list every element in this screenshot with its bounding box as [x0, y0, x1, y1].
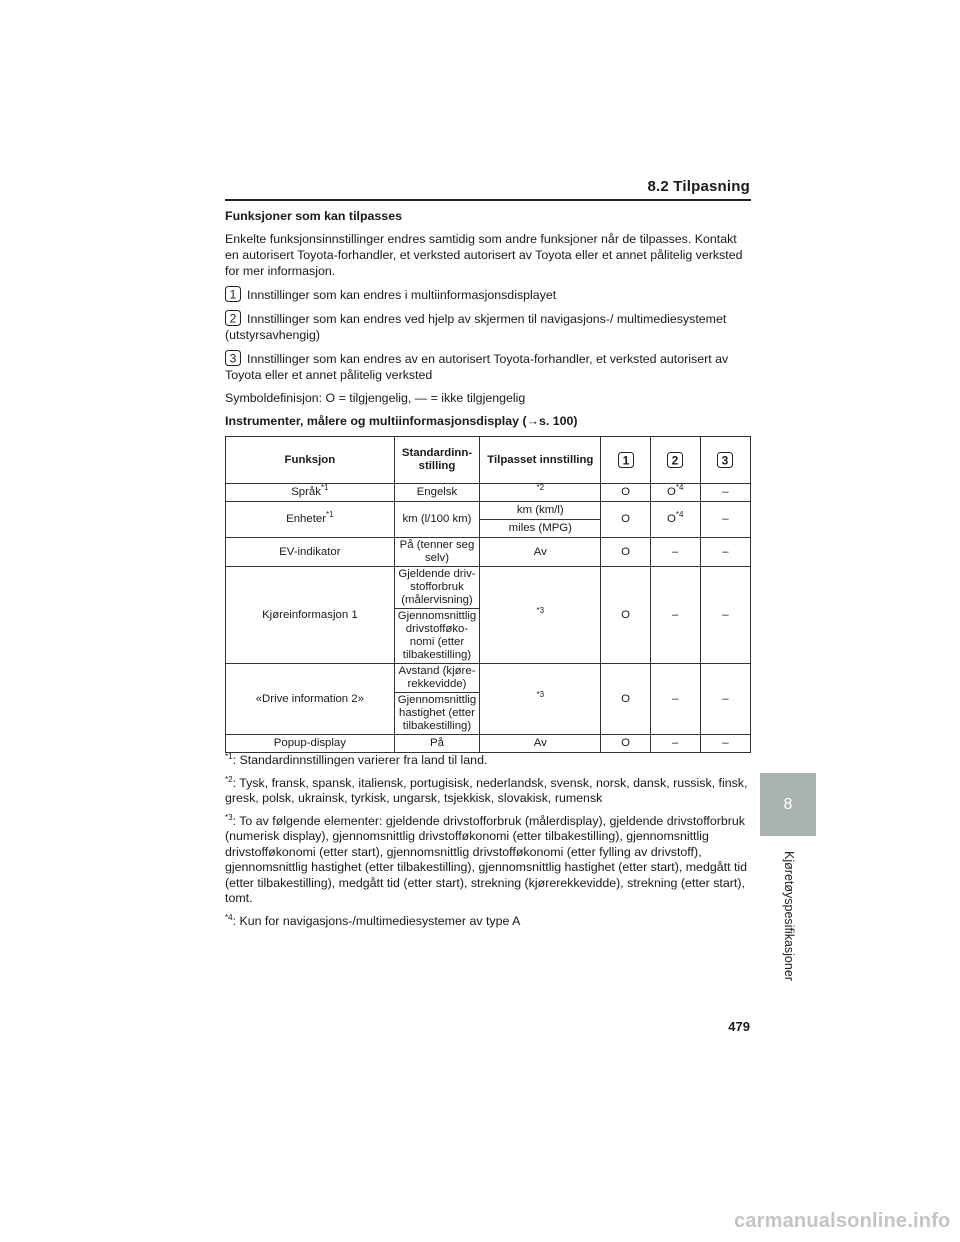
watermark: carmanualsonline.info [734, 1210, 951, 1232]
cell-col2: $O^{*4}$ [650, 484, 700, 502]
cell-col1: O [601, 567, 650, 664]
cell-name: Enheter$^{*1}$ [226, 502, 395, 538]
header-col-3 [700, 437, 750, 484]
cell-default: Engelsk [394, 484, 480, 502]
cell-col1: O [601, 484, 650, 502]
cell-default: På (tenner seg selv) [394, 538, 480, 567]
number-1-icon [225, 286, 241, 302]
section-header-title: 8.2 Tilpasning [647, 178, 750, 195]
header-number-3-label: 3 [722, 453, 729, 467]
number-3-icon [717, 452, 733, 468]
item1-text: Innstillinger som kan endres i multiinformasjonsdisplayet [247, 288, 557, 302]
cell-custom: Av [480, 538, 601, 567]
list-item-1 [225, 286, 751, 303]
cell-col1: O [601, 502, 650, 538]
cell-col3: – [700, 484, 750, 502]
header-col-1 [601, 437, 650, 484]
cell-name: Popup-display [226, 735, 395, 753]
cell-custom: *2 [480, 484, 601, 502]
table-row [226, 735, 751, 753]
item3-text: Innstillinger som kan endres av en autorisert Toyota-forhandler, et verksted autorisert av Toyota eller et annet pålitelig verksted [225, 352, 729, 382]
number-1-icon-label: 1 [229, 287, 237, 302]
cell-name: EV-indikator [226, 538, 395, 567]
cell-default: km (l/100 km) [394, 502, 480, 538]
cell-col2: $O^{*4}$ [650, 502, 700, 538]
chapter-label: Kjøretøyspesifikasjoner [782, 851, 796, 981]
header-custom: Tilpasset innstilling [480, 437, 601, 484]
number-2-icon-label: 2 [229, 311, 237, 326]
cell-custom: km (km/l) [480, 502, 601, 520]
table-row [226, 484, 751, 502]
cell-default: Gjennomsnittlig hastighet (etter tilbakestilling) [394, 693, 480, 735]
cell-default: Avstand (kjøre-rekkevidde) [394, 664, 480, 693]
page-number: 479 [728, 1019, 750, 1034]
table-row [226, 538, 751, 567]
cell-col2: – [650, 538, 700, 567]
header-col-2 [650, 437, 700, 484]
cell-name: Kjøreinformasjon 1 [226, 567, 395, 664]
intro-paragraph: Enkelte funksjonsinnstillinger endres samtidig som andre funksjoner når de tilpasses. Kontakt en autorisert Toyota-forhandler, et verksted autorisert av Toyota eller et annet pålitelig verksted for mer informasjon. [225, 232, 743, 278]
header-function: Funksjon [226, 437, 395, 484]
header-rule [225, 199, 751, 201]
footnote-1: $^{*1}$: Standardinnstillingen varierer fra land til land. [225, 751, 488, 767]
header-default: Standardinn-stilling [394, 437, 480, 484]
list-item-2 [225, 310, 751, 343]
cell-col1: O [601, 664, 650, 735]
table-row [226, 664, 751, 693]
cell-col3: – [700, 735, 750, 753]
functions-table [225, 436, 751, 753]
chapter-label-container [744, 850, 834, 982]
cell-default: Gjeldende driv-stofforbruk (målervisning) [394, 567, 480, 609]
cell-col2: – [650, 567, 700, 664]
cell-col1: O [601, 538, 650, 567]
cell-default: Gjennomsnittlig drivstofføko-nomi (etter tilbakestilling) [394, 609, 480, 664]
cell-custom: miles (MPG) [480, 520, 601, 538]
number-3-icon [225, 350, 241, 366]
cell-custom: *3 [480, 567, 601, 664]
cell-col3: – [700, 664, 750, 735]
chapter-tab [760, 773, 816, 836]
cell-col3: – [700, 538, 750, 567]
number-3-icon-label: 3 [229, 351, 237, 366]
table-heading: Instrumenter, målere og multiinformasjonsdisplay (→s. 100) [225, 414, 578, 428]
table-row [226, 567, 751, 609]
cell-name: Språk$^{*1}$ [226, 484, 395, 502]
footnote-4: $^{*4}$: Kun for navigasjons-/multimediesystemer av type A [225, 912, 521, 928]
footnote-3: $^{*3}$: To av følgende elementer: gjeldende drivstofforbruk (målerdisplay), gjeldende drivstofforbruk (numerisk display), gjennomsnittlig drivstofføkonomi (etter tilbakestilling), gjennomsnittlig drivstofføkonomi (etter start), gjennomsnittlig drivstofføkonomi (etter fylling av drivstoff), gjennomsnittlig hastighet (etter tilbakestilling), gjennomsnittlig hastighet (etter start), medgått tid (etter tilbakestilling), medgått tid (etter start), strekning (kjørerekkevidde), strekning (etter start), tomt. [225, 812, 748, 905]
cell-col3: – [700, 502, 750, 538]
cell-col3: – [700, 567, 750, 664]
number-1-icon [618, 452, 634, 468]
number-2-icon [667, 452, 683, 468]
cell-custom: *3 [480, 664, 601, 735]
cell-default: På [394, 735, 480, 753]
cell-custom: Av [480, 735, 601, 753]
table-header-row [226, 437, 751, 484]
list-item-3 [225, 350, 751, 383]
header-number-1-label: 1 [622, 453, 629, 467]
cell-col2: – [650, 735, 700, 753]
symbol-definition: Symboldefinisjon: O = tilgjengelig, — = ikke tilgjengelig [225, 391, 526, 405]
page-content [225, 208, 751, 936]
cell-name: «Drive information 2» [226, 664, 395, 735]
item2-text: Innstillinger som kan endres ved hjelp av skjermen til navigasjons-/ multimediesystemet (utstyrsavhengig) [225, 312, 727, 342]
number-2-icon [225, 310, 241, 326]
cell-col2: – [650, 664, 700, 735]
table-row [226, 502, 751, 520]
chapter-number: 8 [783, 795, 793, 813]
header-number-2-label: 2 [671, 453, 679, 467]
section-heading: Funksjoner som kan tilpasses [225, 209, 402, 223]
cell-col1: O [601, 735, 650, 753]
footnote-2: $^{*2}$: Tysk, fransk, spansk, italiensk, portugisisk, nederlandsk, svensk, norsk, dansk, russisk, finsk, gresk, polsk, ukrainsk, tyrkisk, ungarsk, tsjekkisk, slovakisk, rumensk [225, 774, 748, 805]
